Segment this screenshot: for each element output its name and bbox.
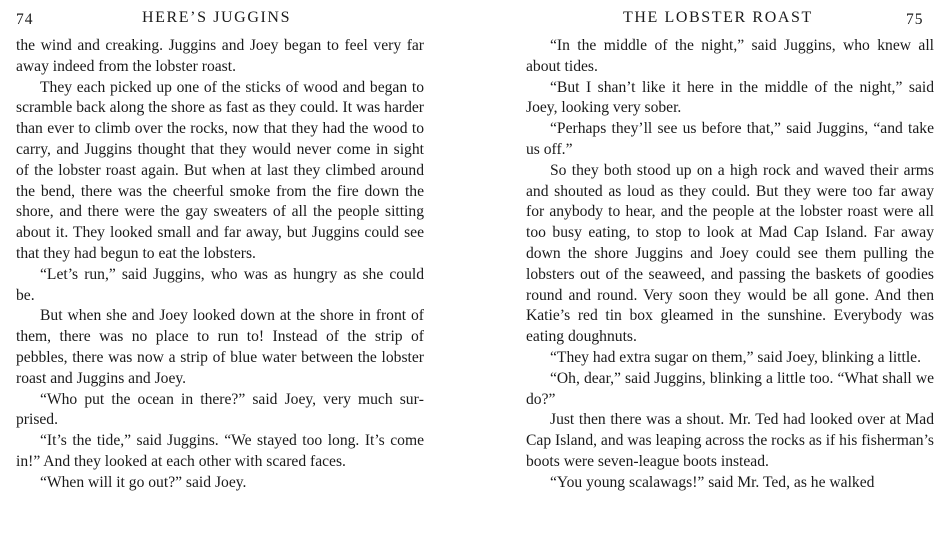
paragraph: They each picked up one of the sticks of wood and began to scramble back along the shore as fast as they could. It was harder than ever to climb over the rocks, now that they had the wood to carry, and Juggins thought that they would never come in sight of the lobster roast again. But when at last they climbed around the bend, there was the cheerful smoke from the fire down the shore, and there were the gay sweaters of all the people sitting about it. They looked small and far away, but Juggins could see that they had begun to eat the lobsters.	[16, 78, 424, 262]
paragraph: “Who put the ocean in there?” said Joey, very much surprised.	[16, 390, 424, 429]
paragraph: “In the middle of the night,” said Juggins, who knew all about tides.	[526, 37, 934, 75]
paragraph: “Let’s run,” said Juggins, who was as hungry as she could be.	[16, 265, 424, 304]
left-page	[16, 0, 424, 494]
paragraph: “They had extra sugar on them,” said Joey, blinking a little.	[550, 348, 921, 366]
paragraph: “Oh, dear,” said Juggins, blinking a little too. “What shall we do?”	[526, 369, 934, 408]
right-running-head: THE LOBSTER ROAST	[623, 9, 813, 26]
paragraph: the wind and creaking. Juggins and Joey began to feel very far away indeed from the lobster roast.	[16, 37, 424, 75]
paragraph: Just then there was a shout. Mr. Ted had looked over at Mad Cap Island, and was leaping across the rocks as if his fisherman’s boots were seven-league boots instead.	[526, 411, 934, 470]
paragraph: “But I shan’t like it here in the middle of the night,” said Joey, looking very sober.	[526, 78, 934, 117]
right-page-number: 75	[906, 11, 924, 28]
right-page-body	[526, 36, 934, 494]
right-page-header	[526, 0, 934, 36]
paragraph: “Perhaps they’ll see us before that,” said Juggins, “and take us off.”	[526, 120, 934, 158]
paragraph: “It’s the tide,” said Juggins. “We stayed too long. It’s come in!” And they looked at each other with scared faces.	[16, 432, 424, 470]
right-page	[526, 0, 934, 494]
left-page-body	[16, 36, 424, 494]
paragraph: But when she and Joey looked down at the shore in front of them, there was no place to run to! Instead of the strip of pebbles, there was now a strip of blue water between the lobster roast and Juggins and Joey.	[16, 307, 424, 387]
paragraph: “When will it go out?” said Joey.	[40, 473, 247, 491]
paragraph: “You young scalawags!” said Mr. Ted, as he walked	[550, 473, 875, 491]
left-page-header	[16, 0, 424, 36]
paragraph: So they both stood up on a high rock and waved their arms and shouted as loud as they could. But they were too far away for anybody to hear, and the people at the lobster roast were all too busy eating, to stop to look at Mad Cap Island. Far away down the shore Juggins and Joey could see them pulling the lobsters out of the seaweed, and passing the baskets of goodies round and round. Very soon they would be all gone. And then Katie’s red tin box gleamed in the sunshine. Everybody was eating doughnuts.	[526, 161, 934, 346]
left-page-number: 74	[16, 11, 34, 28]
left-running-head: HERE’S JUGGINS	[142, 9, 292, 26]
